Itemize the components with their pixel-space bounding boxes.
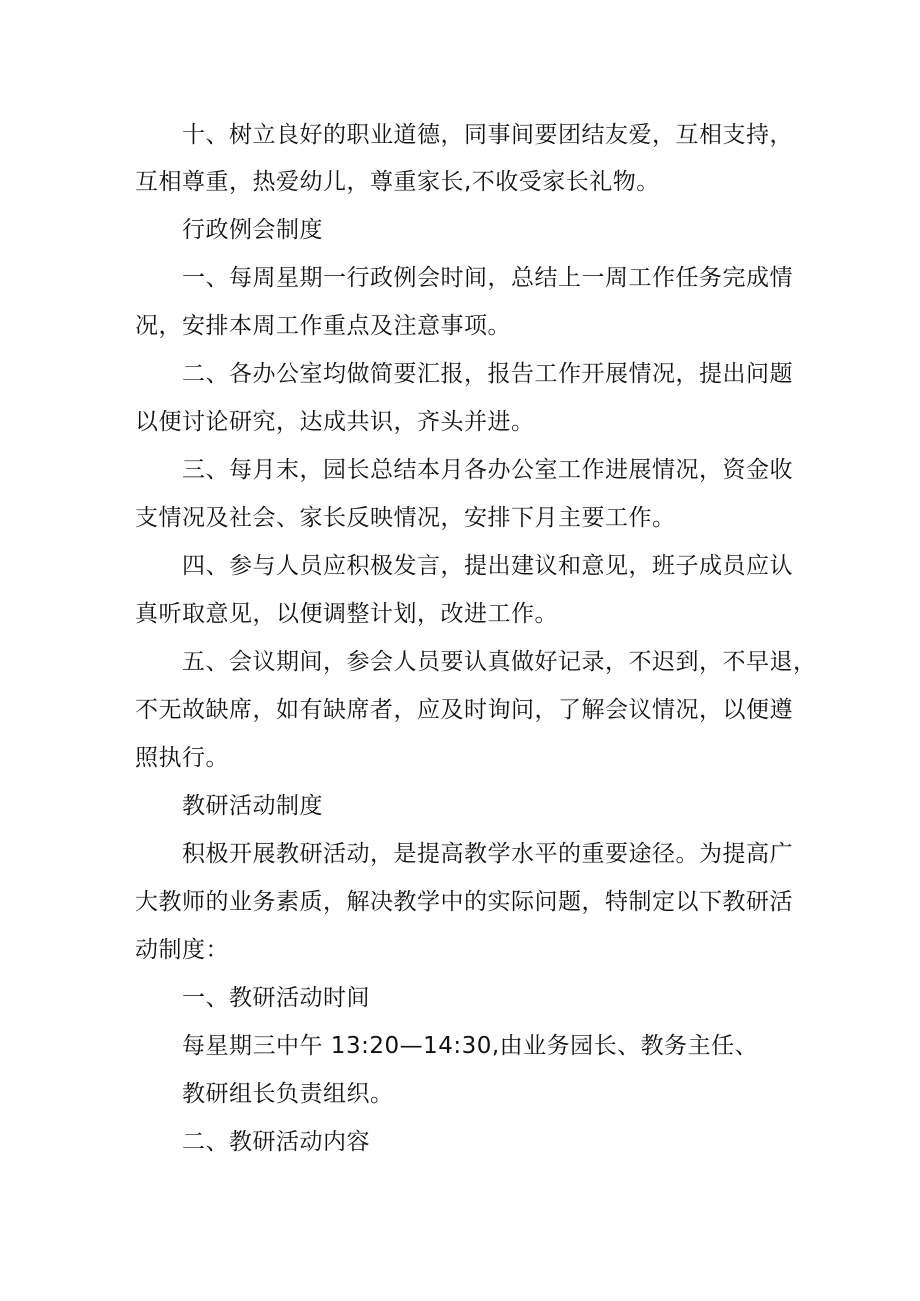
research-subheading-content: 二、教研活动内容: [182, 1129, 370, 1155]
admin-item-2-line-2: 以便讨论研究，达成共识，齐头并进。: [135, 409, 535, 435]
research-intro-line-2: 大教师的业务素质，解决教学中的实际问题，特制定以下教研活: [135, 889, 793, 915]
admin-item-1-line-2: 况，安排本周工作重点及注意事项。: [135, 313, 511, 339]
admin-item-3-line-1: 三、每月末，园长总结本月各办公室工作进展情况，资金收: [182, 457, 793, 483]
admin-item-5-line-1: 五、会议期间，参会人员要认真做好记录，不迟到，不早退，: [182, 649, 817, 675]
section-heading-admin-meeting: 行政例会制度: [182, 217, 323, 243]
research-intro-line-1: 积极开展教研活动，是提高教学水平的重要途径。为提高广: [182, 841, 793, 867]
admin-item-5-line-2: 不无故缺席，如有缺席者，应及时询问，了解会议情况，以便遵: [135, 697, 793, 723]
paragraph-ten-line-2: 互相尊重，热爱幼儿，尊重家长,不收受家长礼物。: [135, 169, 660, 195]
research-time-line-1: 每星期三中午 13:20—14:30,由业务园长、教务主任、: [182, 1033, 759, 1059]
research-time-line-2: 教研组长负责组织。: [182, 1081, 394, 1107]
admin-item-3-line-2: 支情况及社会、家长反映情况，安排下月主要工作。: [135, 505, 676, 531]
admin-item-4-line-2: 真听取意见，以便调整计划，改进工作。: [135, 601, 558, 627]
admin-item-2-line-1: 二、各办公室均做简要汇报，报告工作开展情况，提出问题: [182, 361, 793, 387]
paragraph-ten-line-1: 十、树立良好的职业道德，同事间要团结友爱，互相支持，: [182, 122, 793, 148]
admin-item-1-line-1: 一、每周星期一行政例会时间，总结上一周工作任务完成情: [182, 265, 793, 291]
admin-item-4-line-1: 四、参与人员应积极发言，提出建议和意见，班子成员应认: [182, 553, 793, 579]
research-subheading-time: 一、教研活动时间: [182, 985, 370, 1011]
research-intro-line-3: 动制度：: [135, 937, 229, 963]
section-heading-teaching-research: 教研活动制度: [182, 793, 323, 819]
admin-item-5-line-3: 照执行。: [135, 745, 229, 771]
